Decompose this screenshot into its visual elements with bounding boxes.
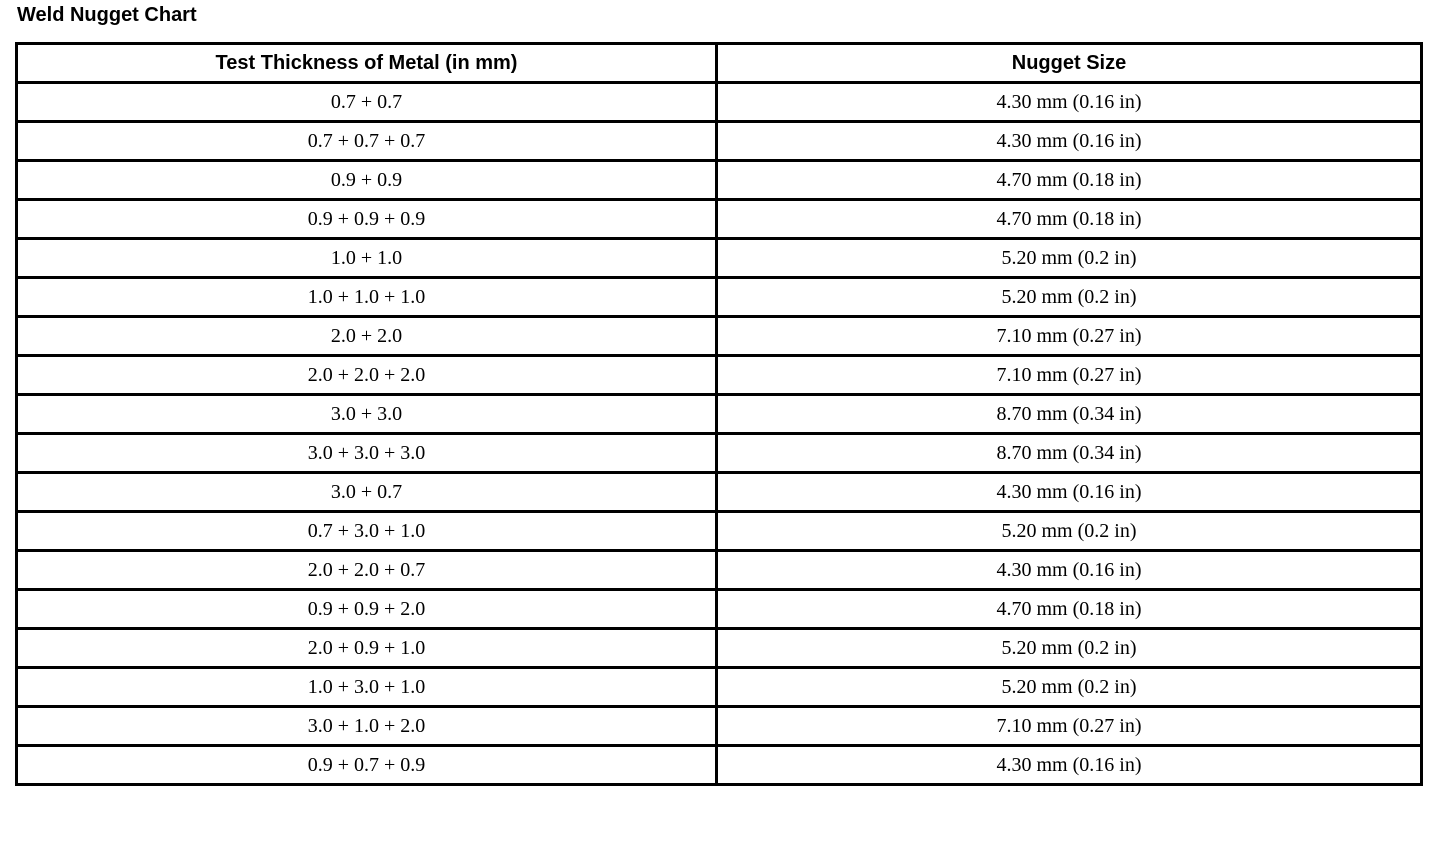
table-header-row	[17, 44, 1422, 83]
thickness-cell: 3.0 + 3.0 + 3.0	[17, 434, 717, 473]
thickness-cell: 2.0 + 2.0 + 2.0	[17, 356, 717, 395]
thickness-cell: 3.0 + 1.0 + 2.0	[17, 707, 717, 746]
nugget-size-cell: 5.20 mm (0.2 in)	[717, 668, 1422, 707]
thickness-cell: 0.7 + 3.0 + 1.0	[17, 512, 717, 551]
nugget-size-cell: 7.10 mm (0.27 in)	[717, 707, 1422, 746]
table-row	[17, 473, 1422, 512]
table-row	[17, 551, 1422, 590]
table-row	[17, 161, 1422, 200]
table-row	[17, 317, 1422, 356]
weld-nugget-table	[15, 42, 1423, 786]
table-row	[17, 590, 1422, 629]
table-row	[17, 122, 1422, 161]
thickness-cell: 1.0 + 1.0	[17, 239, 717, 278]
thickness-cell: 0.9 + 0.7 + 0.9	[17, 746, 717, 785]
thickness-cell: 2.0 + 0.9 + 1.0	[17, 629, 717, 668]
thickness-cell: 0.7 + 0.7 + 0.7	[17, 122, 717, 161]
nugget-size-cell: 8.70 mm (0.34 in)	[717, 434, 1422, 473]
table-row	[17, 278, 1422, 317]
nugget-size-cell: 4.70 mm (0.18 in)	[717, 590, 1422, 629]
nugget-size-cell: 4.30 mm (0.16 in)	[717, 122, 1422, 161]
nugget-size-cell: 5.20 mm (0.2 in)	[717, 512, 1422, 551]
table-row	[17, 629, 1422, 668]
nugget-size-cell: 4.30 mm (0.16 in)	[717, 551, 1422, 590]
column-header-nugget-size: Nugget Size	[717, 44, 1422, 83]
page-title: Weld Nugget Chart	[17, 4, 197, 26]
thickness-cell: 1.0 + 1.0 + 1.0	[17, 278, 717, 317]
nugget-size-cell: 5.20 mm (0.2 in)	[717, 239, 1422, 278]
table-row	[17, 395, 1422, 434]
table-row	[17, 434, 1422, 473]
nugget-size-cell: 7.10 mm (0.27 in)	[717, 317, 1422, 356]
thickness-cell: 2.0 + 2.0	[17, 317, 717, 356]
nugget-size-cell: 5.20 mm (0.2 in)	[717, 629, 1422, 668]
column-header-thickness: Test Thickness of Metal (in mm)	[17, 44, 717, 83]
nugget-size-cell: 4.30 mm (0.16 in)	[717, 83, 1422, 122]
table-row	[17, 239, 1422, 278]
table-row	[17, 200, 1422, 239]
thickness-cell: 0.9 + 0.9 + 2.0	[17, 590, 717, 629]
thickness-cell: 0.7 + 0.7	[17, 83, 717, 122]
table-row	[17, 668, 1422, 707]
nugget-size-cell: 8.70 mm (0.34 in)	[717, 395, 1422, 434]
nugget-size-cell: 5.20 mm (0.2 in)	[717, 278, 1422, 317]
nugget-size-cell: 4.70 mm (0.18 in)	[717, 200, 1422, 239]
table-row	[17, 707, 1422, 746]
thickness-cell: 3.0 + 3.0	[17, 395, 717, 434]
nugget-size-cell: 4.30 mm (0.16 in)	[717, 746, 1422, 785]
nugget-size-cell: 4.70 mm (0.18 in)	[717, 161, 1422, 200]
table-row	[17, 83, 1422, 122]
thickness-cell: 0.9 + 0.9 + 0.9	[17, 200, 717, 239]
thickness-cell: 2.0 + 2.0 + 0.7	[17, 551, 717, 590]
table-row	[17, 512, 1422, 551]
thickness-cell: 1.0 + 3.0 + 1.0	[17, 668, 717, 707]
thickness-cell: 3.0 + 0.7	[17, 473, 717, 512]
table-row	[17, 746, 1422, 785]
nugget-size-cell: 7.10 mm (0.27 in)	[717, 356, 1422, 395]
nugget-size-cell: 4.30 mm (0.16 in)	[717, 473, 1422, 512]
thickness-cell: 0.9 + 0.9	[17, 161, 717, 200]
table-row	[17, 356, 1422, 395]
